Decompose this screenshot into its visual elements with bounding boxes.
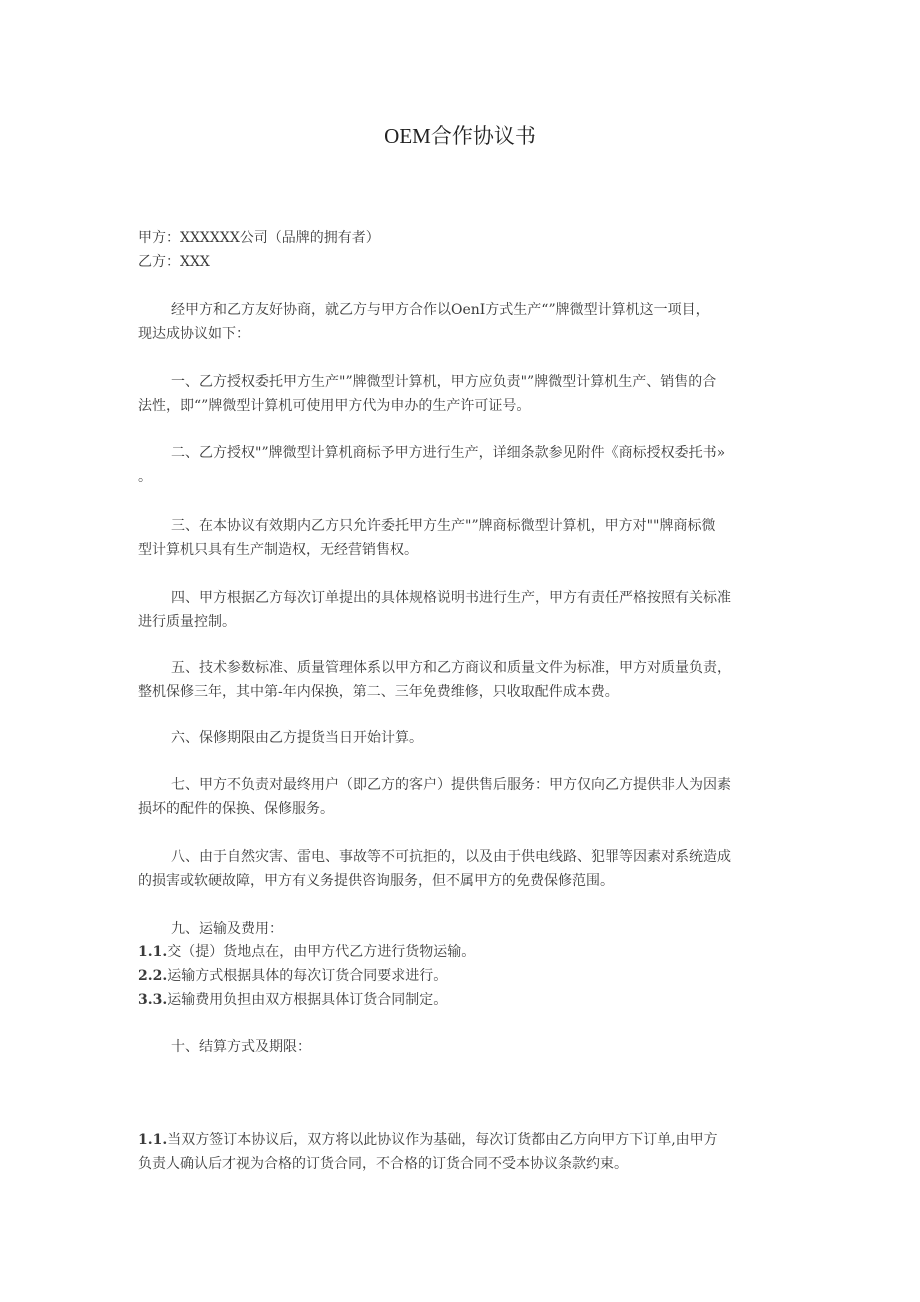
clause-5-line-1: 五、技术参数标准、质量管理体系以甲方和乙方商议和质量文件为标准，甲方对质量负责， bbox=[171, 660, 731, 676]
party-a-line: 甲方：XXXXXX公司（品牌的拥有者） bbox=[138, 230, 380, 246]
clause-7-line-2: 损坏的配件的保换、保修服务。 bbox=[138, 801, 334, 817]
clause-3-line-1: 三、在本协议有效期内乙方只允许委托甲方生产"”牌商标微型计算机，甲方对""牌商标微 bbox=[171, 518, 716, 534]
item-text: 当双方签订本协议后，双方将以此协议作为基础，每次订货都由乙方向甲方下订单,由甲方 bbox=[167, 1132, 718, 1148]
clause-2-line-1: 二、乙方授权"”牌微型计算机商标予甲方进行生产，详细条款参见附件《商标授权委托书» bbox=[171, 445, 726, 461]
clause-6-line: 六、保修期限由乙方提货当日开始计算。 bbox=[171, 730, 423, 746]
clause-1-line-1: 一、乙方授权委托甲方生产"”牌微型计算机，甲方应负责"”牌微型计算机生产、销售的合 bbox=[171, 374, 717, 390]
clause-10-item-1-line-2: 负责人确认后才视为合格的订货合同，不合格的订货合同不受本协议条款约束。 bbox=[138, 1156, 628, 1172]
clause-9-heading: 九、运输及费用： bbox=[171, 921, 283, 937]
intro-line-1: 经甲方和乙方友好协商，就乙方与甲方合作以OenI方式生产“”牌微型计算机这一项目， bbox=[171, 302, 710, 318]
item-number: 1.1. bbox=[138, 944, 168, 960]
item-text: 运输费用负担由双方根据具体订货合同制定。 bbox=[167, 992, 448, 1008]
clause-4-line-1: 四、甲方根据乙方每次订单提出的具体规格说明书进行生产，甲方有责任严格按照有关标准 bbox=[171, 590, 731, 606]
clause-8-line-2: 的损害或软硬故障，甲方有义务提供咨询服务，但不属甲方的免费保修范围。 bbox=[138, 873, 614, 889]
clause-4-line-2: 进行质量控制。 bbox=[138, 614, 236, 630]
intro-line-2: 现达成协议如下： bbox=[138, 326, 250, 342]
clause-5-line-2: 整机保修三年，其中第-年内保换，第二、三年免费维修，只收取配件成本费。 bbox=[138, 684, 619, 700]
clause-1-line-2: 法性，即“”牌微型计算机可使用甲方代为申办的生产许可证号。 bbox=[138, 398, 531, 414]
clause-9-item-1 bbox=[138, 940, 788, 964]
clause-9-item-2 bbox=[138, 964, 788, 988]
clause-10-heading: 十、结算方式及期限： bbox=[171, 1039, 311, 1055]
clause-10-item-1-line-1 bbox=[138, 1128, 788, 1152]
clause-8-line-1: 八、由于自然灾害、雷电、事故等不可抗拒的，以及由于供电线路、犯罪等因素对系统造成 bbox=[171, 849, 731, 865]
item-number: 2.2. bbox=[138, 968, 168, 984]
clause-2-line-2: 。 bbox=[138, 469, 152, 485]
item-number: 1.1. bbox=[138, 1132, 168, 1148]
party-b-line: 乙方：XXX bbox=[138, 254, 210, 270]
document-title: OEM合作协议书 bbox=[384, 124, 536, 148]
item-number: 3.3. bbox=[138, 992, 168, 1008]
clause-3-line-2: 型计算机只具有生产制造权，无经营销售权。 bbox=[138, 542, 418, 558]
clause-7-line-1: 七、甲方不负责对最终用户（即乙方的客户）提供售后服务：甲方仅向乙方提供非人为因素 bbox=[171, 777, 731, 793]
item-text: 运输方式根据具体的每次订货合同要求进行。 bbox=[167, 968, 448, 984]
clause-9-item-3 bbox=[138, 988, 788, 1012]
item-text: 交（提）货地点在，由甲方代乙方进行货物运输。 bbox=[167, 944, 476, 960]
